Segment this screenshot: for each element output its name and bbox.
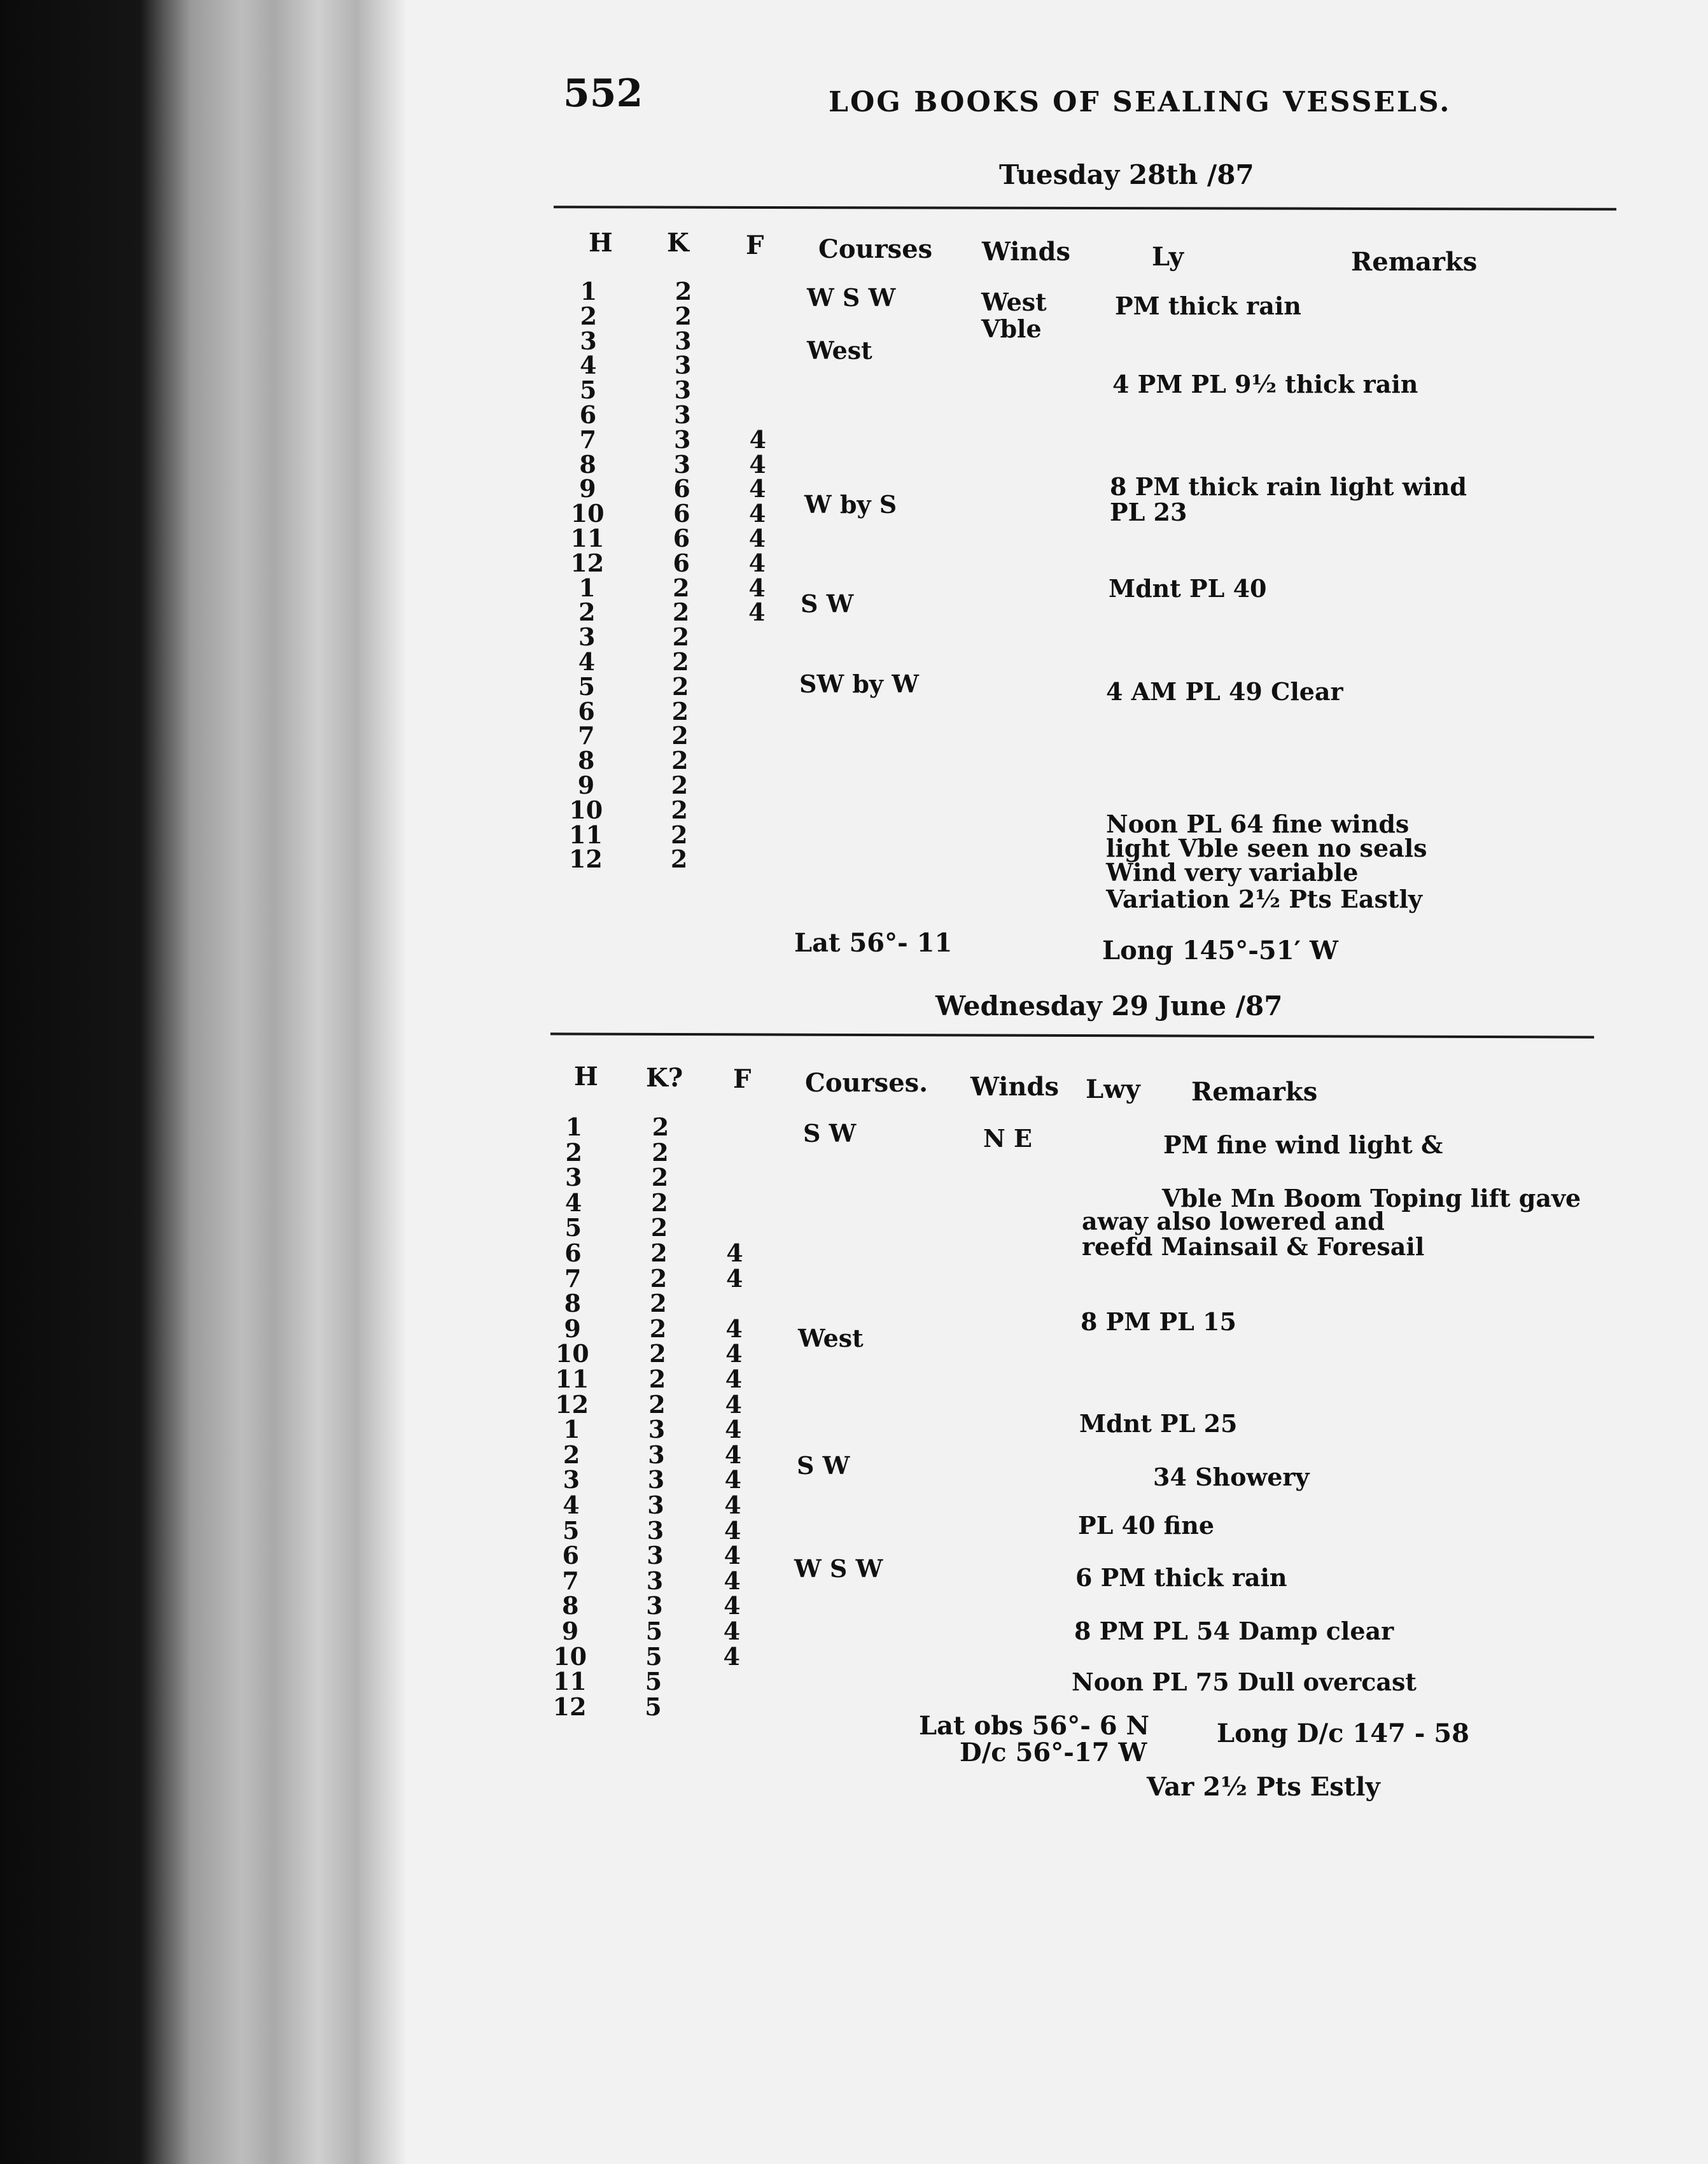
day1-course: West bbox=[807, 336, 872, 365]
day1-hour-cell: 9 bbox=[579, 474, 596, 503]
day2-knots-cell: 2 bbox=[650, 1213, 668, 1242]
day2-remark: 34 Showery bbox=[1153, 1463, 1310, 1491]
day2-knots-cell: 2 bbox=[648, 1365, 666, 1393]
day1-knots-cell: 3 bbox=[674, 376, 692, 405]
day2-hour-cell: 1 bbox=[565, 1113, 583, 1141]
day2-knots-cell: 3 bbox=[648, 1415, 666, 1444]
day2-header-f: F bbox=[733, 1064, 752, 1094]
day1-longitude: Long 145°-51′ W bbox=[1102, 936, 1338, 966]
day2-knots-cell: 3 bbox=[647, 1515, 664, 1545]
day1-course: W by S bbox=[804, 490, 897, 519]
day2-hour-cell: 1 bbox=[563, 1415, 580, 1444]
day1-course: SW by W bbox=[799, 670, 919, 698]
day1-title: Tuesday 28th /87 bbox=[999, 159, 1254, 190]
day1-header-ly: Ly bbox=[1152, 242, 1184, 272]
book-spine-edge bbox=[0, 0, 407, 2164]
day2-fathoms-cell: 4 bbox=[725, 1263, 743, 1293]
day2-hour-cell: 7 bbox=[564, 1263, 582, 1293]
day1-remark: Noon PL 64 fine winds bbox=[1106, 810, 1410, 838]
day1-rule bbox=[554, 206, 1616, 210]
day2-remark: 8 PM PL 15 bbox=[1081, 1307, 1236, 1336]
day2-fathoms-cell: 4 bbox=[724, 1465, 742, 1494]
day1-knots-cell: 3 bbox=[674, 351, 692, 380]
day1-header-f: F bbox=[746, 230, 764, 260]
day2-fathoms-cell: 4 bbox=[724, 1491, 741, 1519]
day1-knots-cell: 2 bbox=[670, 845, 688, 874]
day1-knots-cell: 2 bbox=[672, 622, 690, 652]
day1-hour-cell: 9 bbox=[577, 771, 595, 799]
day2-remark: PL 40 fine bbox=[1078, 1511, 1215, 1540]
day1-hour-cell: 12 bbox=[568, 845, 603, 874]
day1-remark: 8 PM thick rain light wind bbox=[1110, 472, 1467, 501]
day1-hour-cell: 7 bbox=[579, 425, 597, 454]
day2-hour-cell: 10 bbox=[555, 1339, 589, 1368]
day2-knots-cell: 3 bbox=[646, 1566, 664, 1595]
day1-remark: 4 AM PL 49 Clear bbox=[1106, 677, 1343, 706]
day1-knots-cell: 2 bbox=[675, 301, 692, 330]
day1-knots-cell: 2 bbox=[675, 277, 692, 306]
day2-fathoms-cell: 4 bbox=[723, 1641, 740, 1671]
day2-hour-cell: 3 bbox=[563, 1465, 580, 1494]
day2-rule bbox=[550, 1032, 1594, 1038]
day1-hour-cell: 8 bbox=[579, 449, 596, 479]
day2-header-h: H bbox=[574, 1062, 598, 1092]
day2-hour-cell: 4 bbox=[563, 1491, 580, 1519]
day2-remark: reefd Mainsail & Foresail bbox=[1082, 1232, 1425, 1261]
day2-knots-cell: 2 bbox=[651, 1188, 668, 1217]
day2-longitude: Long D/c 147 - 58 bbox=[1217, 1718, 1469, 1748]
day2-fathoms-cell: 4 bbox=[723, 1617, 741, 1645]
day2-knots-cell: 2 bbox=[650, 1263, 668, 1293]
day2-knots-cell: 2 bbox=[651, 1163, 669, 1192]
day2-fathoms-cell: 4 bbox=[725, 1339, 743, 1368]
day2-hour-cell: 7 bbox=[562, 1566, 579, 1595]
day2-fathoms-cell: 4 bbox=[725, 1415, 742, 1444]
book-page bbox=[407, 0, 1708, 2164]
day1-knots-cell: 3 bbox=[673, 449, 691, 479]
day2-latitude-dead-reckoning: D/c 56°-17 W bbox=[960, 1738, 1147, 1767]
day2-fathoms-cell: 4 bbox=[725, 1389, 742, 1419]
day1-hour-cell: 4 bbox=[580, 351, 597, 380]
day2-latitude-observed: Lat obs 56°- 6 N bbox=[919, 1711, 1150, 1741]
day1-hour-cell: 3 bbox=[578, 622, 596, 652]
day2-fathoms-cell: 4 bbox=[724, 1440, 742, 1469]
day2-remark: Vble Mn Boom Toping lift gave bbox=[1162, 1184, 1581, 1212]
day2-knots-cell: 2 bbox=[650, 1239, 668, 1267]
day2-remark: Noon PL 75 Dull overcast bbox=[1072, 1668, 1417, 1696]
day2-hour-cell: 5 bbox=[562, 1515, 580, 1545]
day1-hour-cell: 12 bbox=[570, 548, 605, 577]
day1-knots-cell: 6 bbox=[673, 548, 690, 577]
day2-fathoms-cell: 4 bbox=[724, 1541, 741, 1570]
day2-variation: Var 2½ Pts Estly bbox=[1147, 1772, 1380, 1802]
day1-knots-cell: 6 bbox=[673, 499, 690, 528]
day1-knots-cell: 3 bbox=[673, 425, 691, 454]
day2-course: S W bbox=[797, 1451, 850, 1480]
day2-knots-cell: 3 bbox=[647, 1491, 664, 1519]
day1-knots-cell: 2 bbox=[671, 820, 688, 849]
day2-remark: PM fine wind light & bbox=[1163, 1130, 1443, 1159]
day2-fathoms-cell: 4 bbox=[724, 1515, 741, 1545]
day1-hour-cell: 5 bbox=[578, 671, 596, 701]
day2-hour-cell: 6 bbox=[564, 1239, 582, 1267]
day2-remark: away also lowered and bbox=[1082, 1207, 1385, 1235]
day2-hour-cell: 6 bbox=[562, 1541, 580, 1570]
day2-knots-cell: 2 bbox=[652, 1137, 669, 1167]
day1-remark: Mdnt PL 40 bbox=[1109, 574, 1267, 603]
day2-header-winds: Winds bbox=[970, 1072, 1059, 1102]
day2-knots-cell: 5 bbox=[645, 1667, 662, 1696]
day2-hour-cell: 2 bbox=[563, 1440, 580, 1469]
day2-hour-cell: 11 bbox=[555, 1365, 589, 1393]
day1-latitude: Lat 56°- 11 bbox=[794, 928, 953, 958]
day1-knots-cell: 6 bbox=[673, 474, 690, 503]
day2-title: Wednesday 29 June /87 bbox=[935, 990, 1283, 1022]
day2-knots-cell: 2 bbox=[649, 1314, 667, 1343]
day1-hour-cell: 8 bbox=[577, 746, 595, 775]
day1-hour-cell: 11 bbox=[569, 820, 603, 849]
day2-hour-cell: 9 bbox=[564, 1314, 581, 1343]
day2-knots-cell: 3 bbox=[647, 1465, 665, 1494]
day1-header-k: K bbox=[667, 228, 689, 258]
day2-hour-cell: 9 bbox=[561, 1617, 579, 1645]
day2-fathoms-cell: 4 bbox=[724, 1591, 741, 1620]
day1-fathoms-cell: 4 bbox=[749, 449, 766, 479]
day1-knots-cell: 2 bbox=[671, 696, 689, 726]
day2-remark: Mdnt PL 25 bbox=[1079, 1409, 1238, 1438]
day2-course: W S W bbox=[794, 1554, 883, 1583]
day2-knots-cell: 3 bbox=[646, 1591, 663, 1620]
day1-fathoms-cell: 4 bbox=[748, 499, 766, 528]
day2-fathoms-cell: 4 bbox=[725, 1365, 743, 1393]
day2-hour-cell: 12 bbox=[552, 1692, 587, 1721]
day2-remark: 8 PM PL 54 Damp clear bbox=[1074, 1617, 1394, 1645]
day1-fathoms-cell: 4 bbox=[748, 548, 766, 577]
day2-hour-cell: 4 bbox=[564, 1188, 582, 1217]
day2-hour-cell: 3 bbox=[565, 1163, 582, 1192]
day1-remark: Wind very variable bbox=[1106, 858, 1359, 887]
day1-knots-cell: 2 bbox=[672, 598, 690, 627]
day1-fathoms-cell: 4 bbox=[748, 598, 766, 627]
day2-course: West bbox=[798, 1324, 864, 1352]
day2-remark: 6 PM thick rain bbox=[1075, 1563, 1287, 1592]
day1-hour-cell: 2 bbox=[578, 598, 596, 627]
day1-wind: Vble bbox=[981, 314, 1042, 343]
running-title: LOG BOOKS OF SEALING VESSELS. bbox=[829, 86, 1452, 118]
day2-fathoms-cell: 4 bbox=[726, 1239, 743, 1267]
day2-header-remarks: Remarks bbox=[1191, 1077, 1318, 1107]
day1-header-courses: Courses bbox=[818, 234, 933, 264]
day2-knots-cell: 2 bbox=[648, 1389, 666, 1419]
day1-fathoms-cell: 4 bbox=[748, 524, 766, 552]
day1-hour-cell: 7 bbox=[578, 721, 595, 750]
day1-hour-cell: 4 bbox=[578, 647, 596, 676]
day1-header-h: H bbox=[589, 228, 613, 258]
day1-hour-cell: 10 bbox=[569, 795, 603, 824]
day1-hour-cell: 11 bbox=[570, 524, 605, 552]
day1-header-winds: Winds bbox=[982, 237, 1070, 267]
day2-knots-cell: 2 bbox=[650, 1289, 667, 1318]
day2-knots-cell: 2 bbox=[649, 1339, 666, 1368]
day2-knots-cell: 5 bbox=[645, 1617, 663, 1645]
day1-remark: Variation 2½ Pts Eastly bbox=[1106, 885, 1422, 913]
day1-header-remarks: Remarks bbox=[1351, 247, 1478, 277]
day1-knots-cell: 2 bbox=[673, 573, 690, 602]
day2-fathoms-cell: 4 bbox=[724, 1566, 741, 1595]
day2-header-courses: Courses. bbox=[805, 1068, 928, 1098]
day1-remark: PL 23 bbox=[1110, 498, 1187, 526]
day1-wind: West bbox=[981, 288, 1047, 316]
day1-hour-cell: 2 bbox=[580, 301, 598, 330]
day1-remark: PM thick rain bbox=[1115, 292, 1301, 320]
day2-knots-cell: 3 bbox=[647, 1541, 664, 1570]
day2-hour-cell: 8 bbox=[564, 1289, 582, 1318]
day2-hour-cell: 12 bbox=[555, 1389, 589, 1419]
day2-hour-cell: 8 bbox=[562, 1591, 579, 1620]
day2-course: S W bbox=[803, 1119, 857, 1148]
day1-knots-cell: 2 bbox=[671, 721, 689, 750]
day2-hour-cell: 5 bbox=[564, 1213, 582, 1242]
day1-course: W S W bbox=[807, 283, 896, 312]
page-number: 552 bbox=[563, 71, 643, 116]
day2-header-lwy: Lwy bbox=[1086, 1074, 1140, 1104]
day1-fathoms-cell: 4 bbox=[749, 425, 767, 454]
day1-hour-cell: 10 bbox=[570, 499, 605, 528]
day2-hour-cell: 10 bbox=[553, 1641, 587, 1671]
day1-hour-cell: 5 bbox=[579, 376, 597, 405]
day1-fathoms-cell: 4 bbox=[748, 573, 766, 602]
day1-knots-cell: 2 bbox=[671, 671, 689, 701]
day1-knots-cell: 2 bbox=[671, 771, 689, 799]
day1-knots-cell: 2 bbox=[671, 746, 689, 775]
day1-remark: light Vble seen no seals bbox=[1106, 834, 1427, 862]
day1-remark: 4 PM PL 9½ thick rain bbox=[1112, 370, 1418, 398]
day2-wind: N E bbox=[983, 1124, 1032, 1153]
day2-knots-cell: 5 bbox=[645, 1641, 662, 1671]
day2-knots-cell: 5 bbox=[645, 1692, 662, 1721]
day1-hour-cell: 1 bbox=[580, 277, 598, 306]
day1-hour-cell: 6 bbox=[578, 696, 595, 726]
day1-knots-cell: 2 bbox=[671, 795, 688, 824]
day1-hour-cell: 1 bbox=[578, 573, 596, 602]
day2-knots-cell: 2 bbox=[652, 1113, 669, 1141]
day1-knots-cell: 2 bbox=[672, 647, 689, 676]
day1-hour-cell: 3 bbox=[580, 326, 597, 355]
day1-knots-cell: 3 bbox=[675, 326, 692, 355]
day1-knots-cell: 3 bbox=[674, 400, 691, 429]
day2-fathoms-cell: 4 bbox=[725, 1314, 743, 1343]
day2-hour-cell: 2 bbox=[565, 1137, 582, 1167]
day2-knots-cell: 3 bbox=[648, 1440, 665, 1469]
day2-hour-cell: 11 bbox=[552, 1667, 587, 1696]
day1-fathoms-cell: 4 bbox=[749, 474, 766, 503]
day1-course: S W bbox=[801, 589, 854, 618]
day2-header-k: K? bbox=[646, 1063, 683, 1093]
day1-knots-cell: 6 bbox=[673, 524, 690, 552]
day1-hour-cell: 6 bbox=[579, 400, 597, 429]
